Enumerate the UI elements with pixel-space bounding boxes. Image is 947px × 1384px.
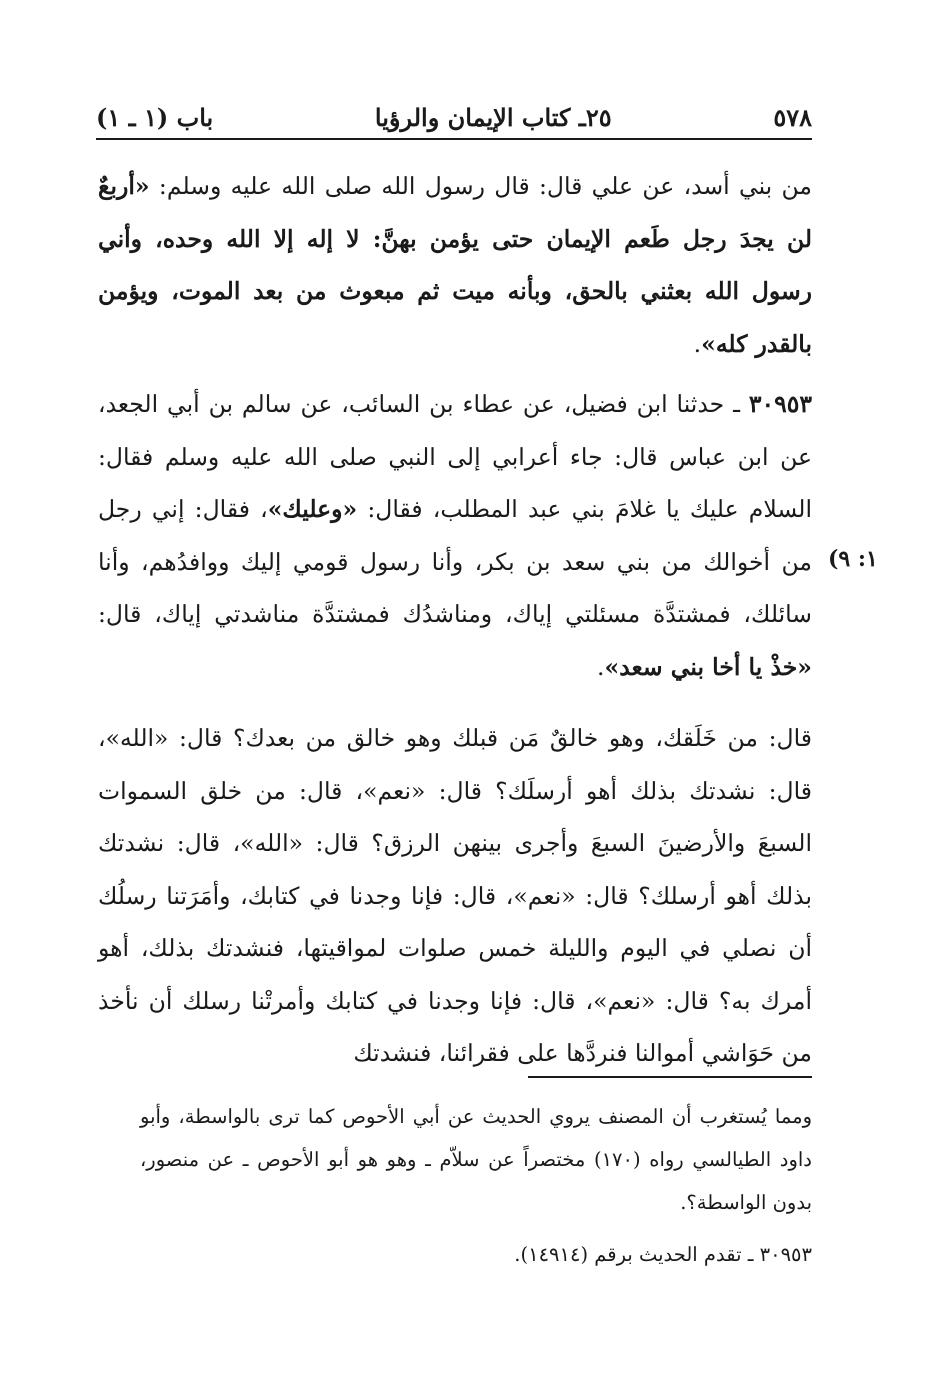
paragraph-end: . xyxy=(693,329,702,358)
closing-quote: «خذْ يا أخا بني سعد» xyxy=(604,652,812,681)
prophetic-quote: «أربعٌ لن يجدَ رجل طَعم الإيمان حتى يؤمن بهنَّ: لا إله إلا الله وحده، وأني رسول الله بعثني بالحق، وبأنه ميت ثم مبعوث من بعد الموت، ويؤمن بالقدر كله» xyxy=(98,172,812,358)
hadith-end: . xyxy=(597,652,605,681)
running-header xyxy=(96,88,812,132)
footnote: ٣٠٩٥٣ ـ تقدم الحديث برقم (١٤٩١٤). xyxy=(514,1243,812,1266)
hadith-text-part-1: ـ حدثنا ابن فضيل، عن عطاء بن السائب، عن سالم بن أبي الجعد، عن ابن عباس قال: جاء أعرابي إلى النبي صلى الله عليه وسلم فقال: السلام عليك يا غلامَ بني عبد المطلب، فقال: xyxy=(98,390,812,523)
paragraph-continuation xyxy=(98,160,812,370)
dialogue-paragraph: قال: من خَلَقك، وهو خالقٌ مَن قبلك وهو خالق من بعدك؟ قال: «الله»، قال: نشدتك بذلك أهو أرسلَك؟ قال: «نعم»، قال: من خلق السموات السبعَ والأرضينَ السبعَ وأجرى بينهن الرزق؟ قال: «الله»، قال: نشدتك بذلك أهو أرسلك؟ قال: «نعم»، قال: فإنا وجدنا في كتابك، وأمَرَتنا رسلُك أن نصلي في اليوم والليلة خمس صلوات لمواقيتها، فنشدتك بذلك، أهو أمرك به؟ قال: «نعم»، قال: فإنا وجدنا في كتابك وأمرتْنا رسلك أن نأخذ من حَوَاشي أموالنا فنردَّها على فقرائنا، فنشدتك xyxy=(98,724,812,1067)
page-number: ٥٧٨ xyxy=(773,103,812,132)
hadith-text-part-2: ، فقال: إني رجل من أخوالك من بني سعد بن بكر، وأنا رسول قومي إليك ووافدُهم، وأنا سائلك، فمشتدَّة مسئلتي إياك، ومناشدُك فمشتدَّة مناشدتي إياك، قال: xyxy=(98,495,812,628)
paragraph-lead: من بني أسد، عن علي قال: قال رسول الله صلى الله عليه وسلم: xyxy=(149,172,812,200)
margin-reference: (١: ٩ xyxy=(828,546,878,572)
hadith-paragraph xyxy=(98,378,812,693)
reply-quote: «وعليك» xyxy=(267,495,358,523)
hadith-number: ٣٠٩٥٣ xyxy=(748,390,812,418)
header-divider xyxy=(96,138,812,140)
chapter-label: باب (١ ـ ١) xyxy=(96,103,214,132)
footnote: ومما يُستغرب أن المصنف يروي الحديث عن أبي الأحوص كما ترى بالواسطة، وأبو داود الطيالسي رواه (١٧٠) مختصراً عن سلاّم ـ وهو هو أبو الأحوص ـ عن منصور، بدون الواسطة؟. xyxy=(140,1105,812,1214)
book-title: ٢٥ـ كتاب الإيمان والرؤيا xyxy=(374,103,612,132)
footnote-divider xyxy=(528,1076,812,1078)
